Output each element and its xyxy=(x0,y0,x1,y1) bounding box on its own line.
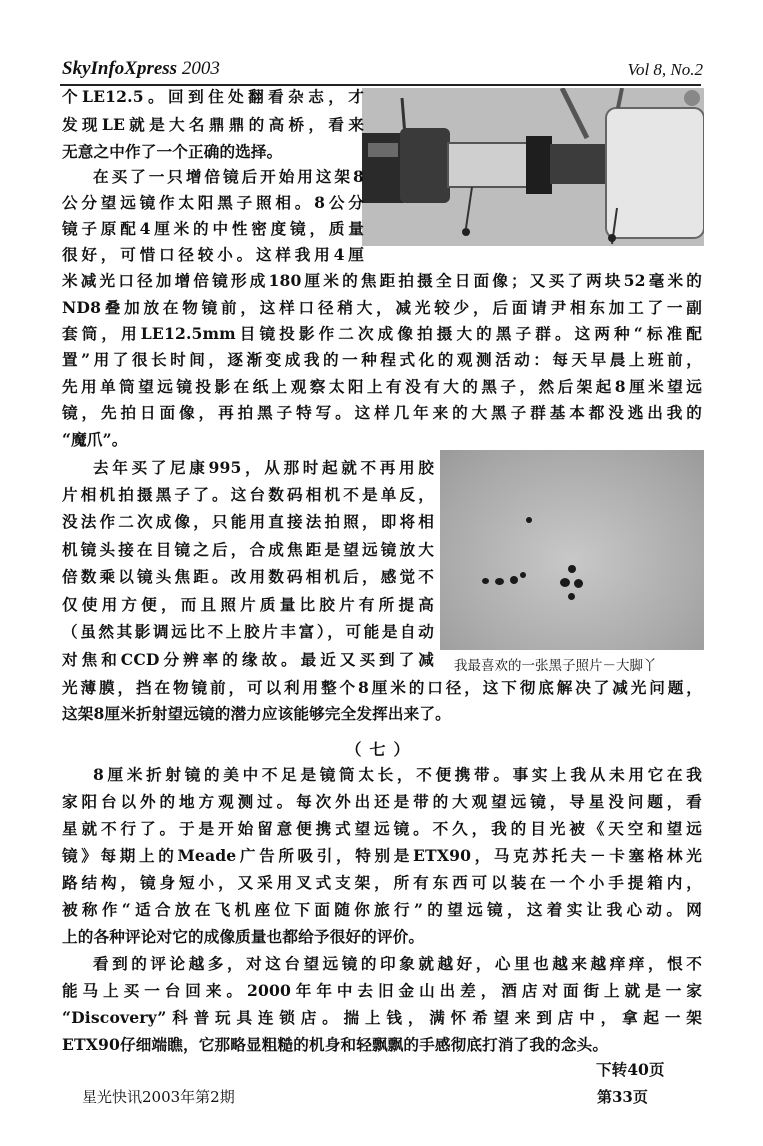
text-line: 看到的评论越多，对这台望远镜的印象就越好，心里也越来越痒痒，恨不 xyxy=(93,954,702,973)
text-line: 对焦和CCD分辨率的缘故。最近又买到了减 xyxy=(62,650,434,669)
text-line: 倍数乘以镜头焦距。改用数码相机后，感觉不 xyxy=(62,567,434,586)
text-line: “Discovery”科普玩具连锁店。揣上钱，满怀希望来到店中，拿起一架 xyxy=(62,1008,702,1027)
text-line: （虽然其影调远比不上胶片丰富），可能是自动 xyxy=(62,622,434,641)
sunspot xyxy=(495,578,504,585)
text-line: 8厘米折射镜的美中不足是镜筒太长，不便携带。事实上我从未用它在我 xyxy=(93,765,702,784)
text-line: ND8叠加放在物镜前，这样口径稍大，减光较少，后面请尹相东加工了一副 xyxy=(62,298,702,317)
text-line: 机镜头接在目镜之后，合成焦距是望远镜放大 xyxy=(62,540,434,559)
magazine-name xyxy=(62,58,220,80)
magazine-title: SkyInfoXpress xyxy=(62,58,178,79)
text-line: 仅使用方便，而且照片质量比胶片有所提高 xyxy=(62,595,434,614)
text-line: 家阳台以外的地方观测过。每次外出还是带的大观望远镜，导星没问题，看 xyxy=(62,792,702,811)
text-line: 很好，可惜口径较小。这样我用4厘 xyxy=(62,245,364,264)
text-line: 去年买了尼康995，从那时起就不再用胶 xyxy=(93,458,434,477)
text-line: 米减光口径加增倍镜形成180厘米的焦距拍摄全日面像；又买了两块52毫米的 xyxy=(62,271,702,290)
telescope-illustration xyxy=(362,88,704,246)
sunspot xyxy=(520,572,526,578)
text-line: 片相机拍摄黑子了。这台数码相机不是单反， xyxy=(62,485,434,504)
text-line: 镜》每期上的Meade广告所吸引，特别是ETX90，马克苏托夫－卡塞格林光 xyxy=(62,846,702,865)
page-number: 第33页 xyxy=(597,1088,648,1106)
issue-label: 星光快讯2003年第2期 xyxy=(82,1088,235,1106)
text-line: 先用单筒望远镜投影在纸上观察太阳上有没有大的黑子，然后架起8厘米望远 xyxy=(62,377,702,396)
text-line: 能马上买一台回来。2000年年中去旧金山出差，酒店对面街上就是一家 xyxy=(62,981,702,1000)
text-line: 镜，先拍日面像，再拍黑子特写。这样几年来的大黑子群基本都没逃出我的 xyxy=(62,403,702,422)
text-line: 没法作二次成像，只能用直接法拍照，即将相 xyxy=(62,512,434,531)
text-line: 镜子原配4厘米的中性密度镜，质量 xyxy=(62,219,364,238)
sunspot xyxy=(526,517,532,523)
text-line: 上的各种评论对它的成像质量也都给予很好的评价。 xyxy=(62,927,425,946)
photo-caption: 我最喜欢的一张黑子照片－大脚丫 xyxy=(454,658,657,674)
text-line: ETX90仔细端瞧，它那略显粗糙的机身和轻飘飘的手感彻底打消了我的念头。 xyxy=(62,1035,609,1054)
text-line: 置”用了很长时间，逐渐变成我的一种程式化的观测活动：每天早晨上班前， xyxy=(62,350,702,369)
header-rule xyxy=(60,84,701,86)
sunspot-photo xyxy=(440,450,704,650)
sunspot xyxy=(560,578,570,587)
section-heading: （七） xyxy=(345,740,418,759)
sunspot xyxy=(574,579,583,588)
sunspot xyxy=(568,565,576,573)
text-line: 光薄膜，挡在物镜前，可以利用整个8厘米的口径，这下彻底解决了减光问题， xyxy=(62,678,702,697)
text-line: “魔爪”。 xyxy=(62,430,128,449)
text-line: 个LE12.5。回到住处翻看杂志，才 xyxy=(62,87,364,106)
text-line: 路结构，镜身短小，又采用叉式支架，所有东西可以装在一个小手提箱内， xyxy=(62,873,702,892)
text-line: 公分望远镜作太阳黑子照相。8公分 xyxy=(62,193,364,212)
sunspot xyxy=(568,593,575,600)
sunspot xyxy=(482,578,489,584)
text-line: 在买了一只增倍镜后开始用这架8 xyxy=(93,167,364,186)
text-line: 无意之中作了一个正确的选择。 xyxy=(62,142,283,161)
text-line: 套筒，用LE12.5mm目镜投影作二次成像拍摄大的黑子群。这两种“标准配 xyxy=(62,324,702,343)
telescope-photo xyxy=(362,88,704,246)
volume-number: Vol 8, No.2 xyxy=(627,60,703,79)
text-line: 被称作“适合放在飞机座位下面随你旅行”的望远镜，这着实让我心动。网 xyxy=(62,900,702,919)
continued-note: 下转40页 xyxy=(596,1060,665,1079)
sunspot xyxy=(510,576,518,584)
magazine-year: 2003 xyxy=(181,58,220,79)
text-line: 星就不行了。于是开始留意便携式望远镜。不久，我的目光被《天空和望远 xyxy=(62,819,702,838)
text-line: 发现LE就是大名鼎鼎的高桥，看来 xyxy=(62,115,364,134)
text-line: 这架8厘米折射望远镜的潜力应该能够完全发挥出来了。 xyxy=(62,704,451,723)
